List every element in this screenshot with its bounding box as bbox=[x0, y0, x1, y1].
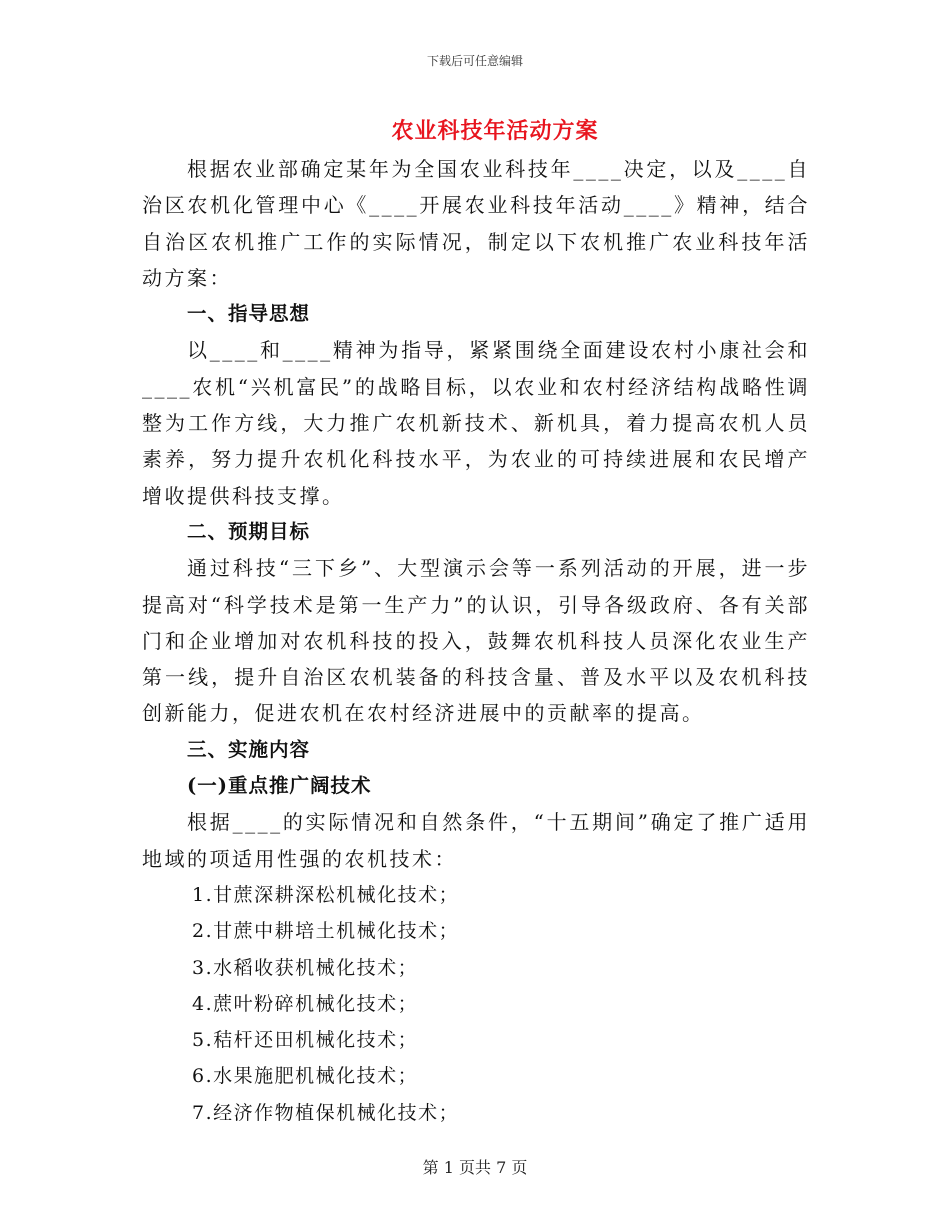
page-number: 第 1 页共 7 页 bbox=[422, 1158, 528, 1177]
intro-paragraph: 根据农业部确定某年为全国农业科技年____决定，以及____自治区农机化管理中心《____开展农业科技年活动____》精神，结合自治区农机推广工作的实际情况，制定以下农机推广农业科技年活动方案： bbox=[142, 157, 810, 290]
header-note: 下载后可任意编辑 bbox=[426, 54, 523, 68]
section-heading-goals: 二、预期目标 bbox=[187, 519, 311, 543]
document-body bbox=[142, 151, 810, 1131]
list-item: 3.水稻收获机械化技术； bbox=[192, 956, 419, 979]
document-title: 农业科技年活动方案 bbox=[391, 118, 599, 144]
list-item: 6.水果施肥机械化技术； bbox=[192, 1065, 419, 1088]
section-heading-content: 三、实施内容 bbox=[187, 737, 311, 761]
section-paragraph-goals: 通过科技“三下乡”、大型演示会等一系列活动的开展，进一步提高对“科学技术是第一生产力”的认识，引导各级政府、各有关部门和企业增加对农机科技的投入，鼓舞农机科技人员深化农业生产第一线，提升自治区农机装备的科技含量、普及水平以及农机科技创新能力，促进农机在农村经济进展中的贡献率的提高。 bbox=[142, 556, 810, 726]
list-item: 1.甘蔗深耕深松机械化技术； bbox=[192, 883, 460, 906]
list-item: 2.甘蔗中耕培土机械化技术； bbox=[192, 920, 460, 943]
list-item: 5.秸杆还田机械化技术； bbox=[192, 1029, 419, 1052]
list-item: 7.经济作物植保机械化技术； bbox=[192, 1101, 460, 1124]
subsection-heading-key-tech: (一)重点推广阔技术 bbox=[187, 774, 372, 798]
list-item: 4.蔗叶粉碎机械化技术； bbox=[192, 992, 419, 1015]
section-paragraph-content: 根据____的实际情况和自然条件，“十五期间”确定了推广适用地域的项适用性强的农机技术： bbox=[142, 810, 810, 871]
section-heading-guiding: 一、指导思想 bbox=[187, 302, 311, 326]
section-paragraph-guiding: 以____和____精神为指导，紧紧围绕全面建设农村小康社会和____农机“兴机富民”的战略目标，以农业和农村经济结构战略性调整为工作方线，大力推广农机新技术、新机具，着力提高农机人员素养，努力提升农机化科技水平，为农业的可持续进展和农民增产增收提供科技支撑。 bbox=[142, 338, 810, 508]
